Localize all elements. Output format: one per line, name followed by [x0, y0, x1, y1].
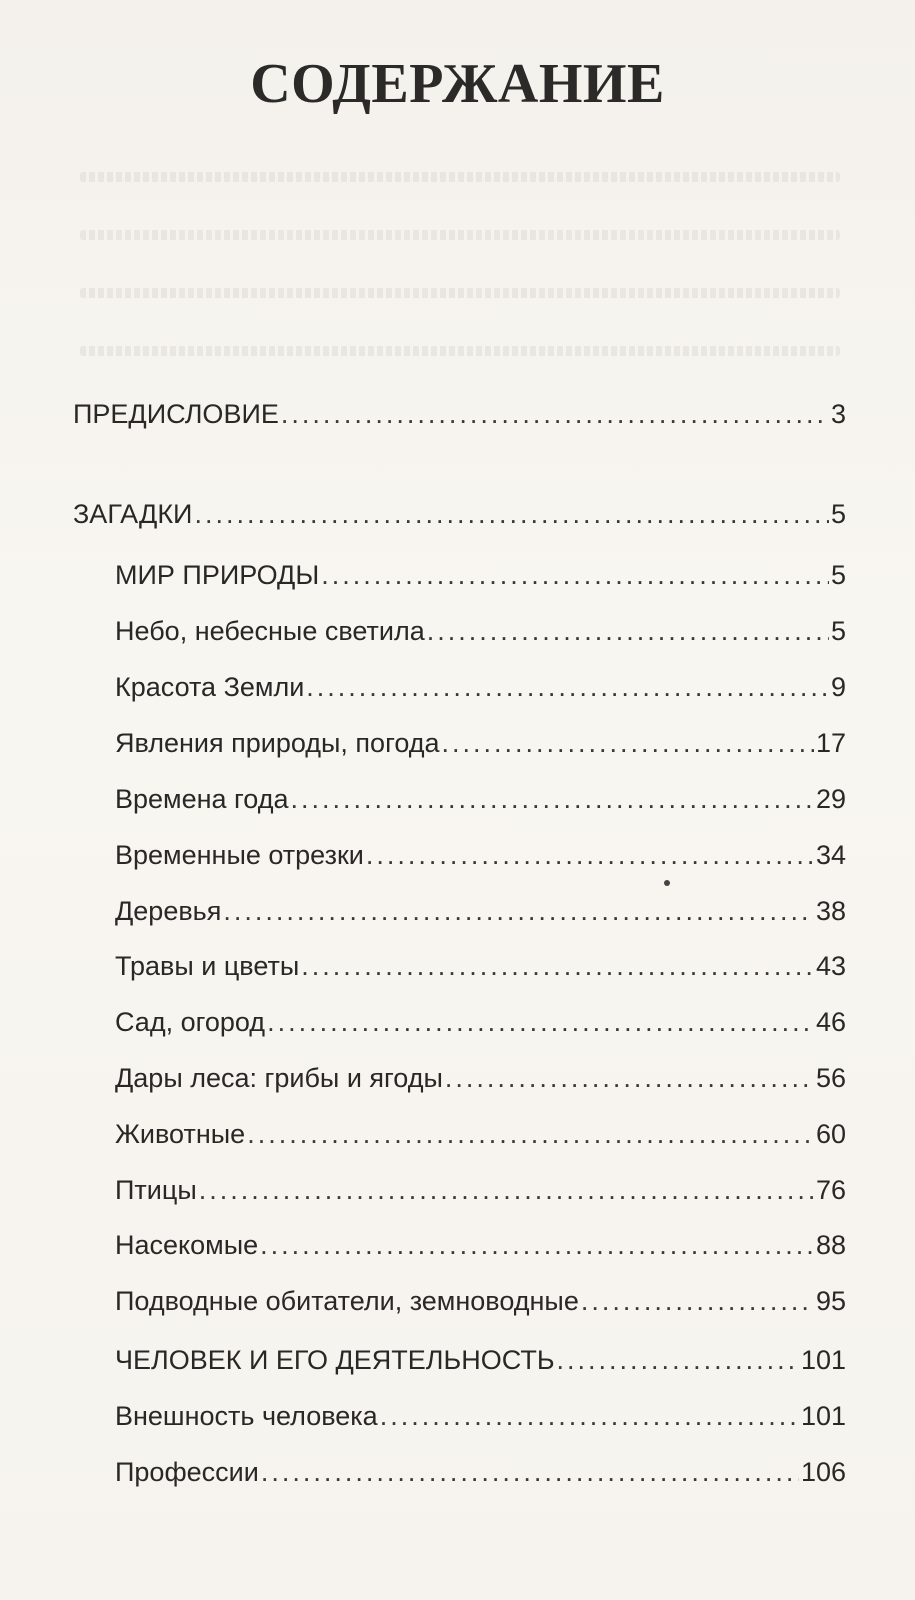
toc-page-number: 38 [815, 896, 846, 926]
toc-page-number: 43 [815, 951, 846, 981]
toc-leader-dots [223, 891, 814, 931]
toc-leader-dots [445, 1058, 814, 1098]
toc-entry-label: Птицы [115, 1175, 197, 1205]
toc-entry [73, 494, 846, 534]
bleed-through-line [80, 230, 840, 240]
toc-entry [115, 1170, 846, 1210]
toc-leader-dots [267, 1002, 814, 1042]
toc-entry-label: Временные отрезки [115, 840, 364, 870]
toc-leader-dots [291, 779, 814, 819]
toc-entry-label: Внешность человека [115, 1401, 378, 1431]
toc-entry-label: Насекомые [115, 1230, 259, 1260]
toc-entry-label: Сад, огород [115, 1007, 266, 1037]
toc-entry [115, 946, 846, 986]
toc-entry [115, 1340, 846, 1380]
toc-entry [115, 779, 846, 819]
toc-page-number: 60 [815, 1119, 846, 1149]
toc-leader-dots [301, 946, 814, 986]
toc-entry [115, 555, 846, 595]
toc-page-number: 9 [830, 672, 846, 702]
toc-page-number: 101 [800, 1401, 846, 1431]
toc-entry-label: Небо, небесные светила [115, 616, 425, 646]
toc-leader-dots [557, 1340, 799, 1380]
toc-entry [115, 1281, 846, 1321]
toc-leader-dots [442, 723, 814, 763]
toc-leader-dots [261, 1452, 799, 1492]
bleed-through-line [80, 346, 840, 356]
toc-leader-dots [306, 667, 829, 707]
toc-page-number: 88 [815, 1230, 846, 1260]
toc-leader-dots [581, 1281, 814, 1321]
toc-entry-label: ПРЕДИСЛОВИЕ [73, 399, 279, 429]
toc-page-number: 3 [830, 399, 846, 429]
toc-leader-dots [380, 1396, 799, 1436]
toc-entry [115, 1002, 846, 1042]
toc-page-number: 46 [815, 1007, 846, 1037]
toc-entry-label: Подводные обитатели, земноводные [115, 1286, 579, 1316]
toc-page-number: 5 [830, 616, 846, 646]
bleed-through-line [80, 288, 840, 298]
toc-entry [115, 1452, 846, 1492]
toc-leader-dots [247, 1114, 814, 1154]
toc-page-number: 95 [815, 1286, 846, 1316]
toc-leader-dots [199, 1170, 814, 1210]
toc-entry-label: Красота Земли [115, 672, 305, 702]
toc-entry [115, 667, 846, 707]
toc-entry [115, 1058, 846, 1098]
toc-entry-label: ЧЕЛОВЕК И ЕГО ДЕЯТЕЛЬНОСТЬ [115, 1345, 555, 1375]
toc-leader-dots [194, 494, 829, 534]
toc-entry-label: ЗАГАДКИ [73, 499, 193, 529]
toc-entry [115, 723, 846, 763]
ink-speck [664, 880, 670, 886]
toc-entry-label: Животные [115, 1119, 246, 1149]
toc-page-number: 34 [815, 840, 846, 870]
toc-entry-label: Травы и цветы [115, 951, 300, 981]
toc-entry [115, 835, 846, 875]
toc-page-number: 76 [815, 1175, 846, 1205]
toc-page-number: 5 [830, 560, 846, 590]
page-title: СОДЕРЖАНИЕ [250, 53, 665, 115]
toc-page-number: 101 [800, 1345, 846, 1375]
toc-entry-label: Профессии [115, 1457, 259, 1487]
toc-page-number: 29 [815, 784, 846, 814]
toc-leader-dots [321, 555, 829, 595]
toc-entry [115, 891, 846, 931]
toc-entry [115, 611, 846, 651]
toc-entry [115, 1396, 846, 1436]
toc-entry-label: Деревья [115, 896, 222, 926]
toc-entry-label: Явления природы, погода [115, 728, 440, 758]
toc-page-number: 5 [830, 499, 846, 529]
toc-entry [73, 394, 846, 434]
toc-entry-label: Дары леса: грибы и ягоды [115, 1063, 443, 1093]
toc-leader-dots [260, 1225, 814, 1265]
bleed-through-line [80, 172, 840, 182]
toc-leader-dots [281, 394, 829, 434]
toc-entry [115, 1114, 846, 1154]
toc-leader-dots [366, 835, 814, 875]
toc-page-number: 17 [815, 728, 846, 758]
toc-page-number: 56 [815, 1063, 846, 1093]
toc-entry-label: МИР ПРИРОДЫ [115, 560, 320, 590]
toc-page-number: 106 [800, 1457, 846, 1487]
toc-leader-dots [427, 611, 829, 651]
toc-entry-label: Времена года [115, 784, 289, 814]
toc-entry [115, 1225, 846, 1265]
